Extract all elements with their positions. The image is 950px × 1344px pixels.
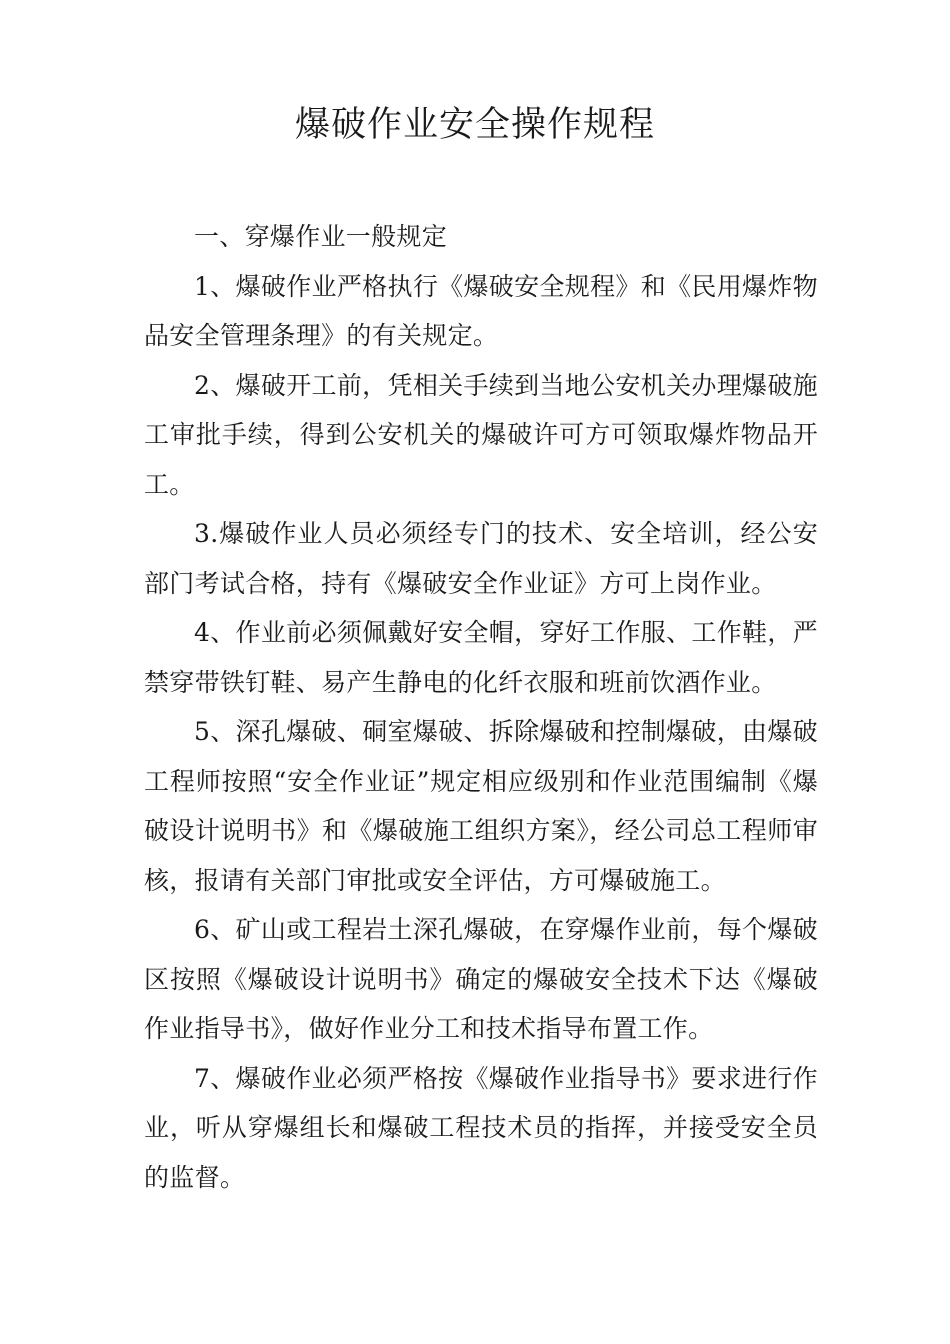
paragraph-2: 2、爆破开工前，凭相关手续到当地公安机关办理爆破施工审批手续，得到公安机关的爆破许可方可领取爆炸物品开工。 bbox=[144, 370, 818, 499]
paragraph-5: 5、深孔爆破、硐室爆破、拆除爆破和控制爆破，由爆破工程师按照“安全作业证”规定相应级别和作业范围编制《爆破设计说明书》和《爆破施工组织方案》，经公司总工程师审核，报请有关部门审批或安全评估，方可爆破施工。 bbox=[144, 717, 818, 895]
paragraph-4: 4、作业前必须佩戴好安全帽，穿好工作服、工作鞋，严禁穿带铁钉鞋、易产生静电的化纤衣服和班前饮酒作业。 bbox=[144, 618, 818, 697]
document-body bbox=[144, 212, 818, 1202]
paragraph-3: 3.爆破作业人员必须经专门的技术、安全培训，经公安部门考试合格，持有《爆破安全作业证》方可上岗作业。 bbox=[144, 519, 818, 598]
section-heading: 一、穿爆作业一般规定 bbox=[194, 222, 448, 251]
document-title: 爆破作业安全操作规程 bbox=[294, 105, 655, 145]
paragraph-7: 7、爆破作业必须严格按《爆破作业指导书》要求进行作业，听从穿爆组长和爆破工程技术员的指挥，并接受安全员的监督。 bbox=[144, 1063, 818, 1192]
paragraph-1: 1、爆破作业严格执行《爆破安全规程》和《民用爆炸物品安全管理条理》的有关规定。 bbox=[144, 271, 818, 350]
paragraph-6: 6、矿山或工程岩土深孔爆破，在穿爆作业前，每个爆破区按照《爆破设计说明书》确定的爆破安全技术下达《爆破作业指导书》，做好作业分工和技术指导布置工作。 bbox=[144, 915, 818, 1043]
